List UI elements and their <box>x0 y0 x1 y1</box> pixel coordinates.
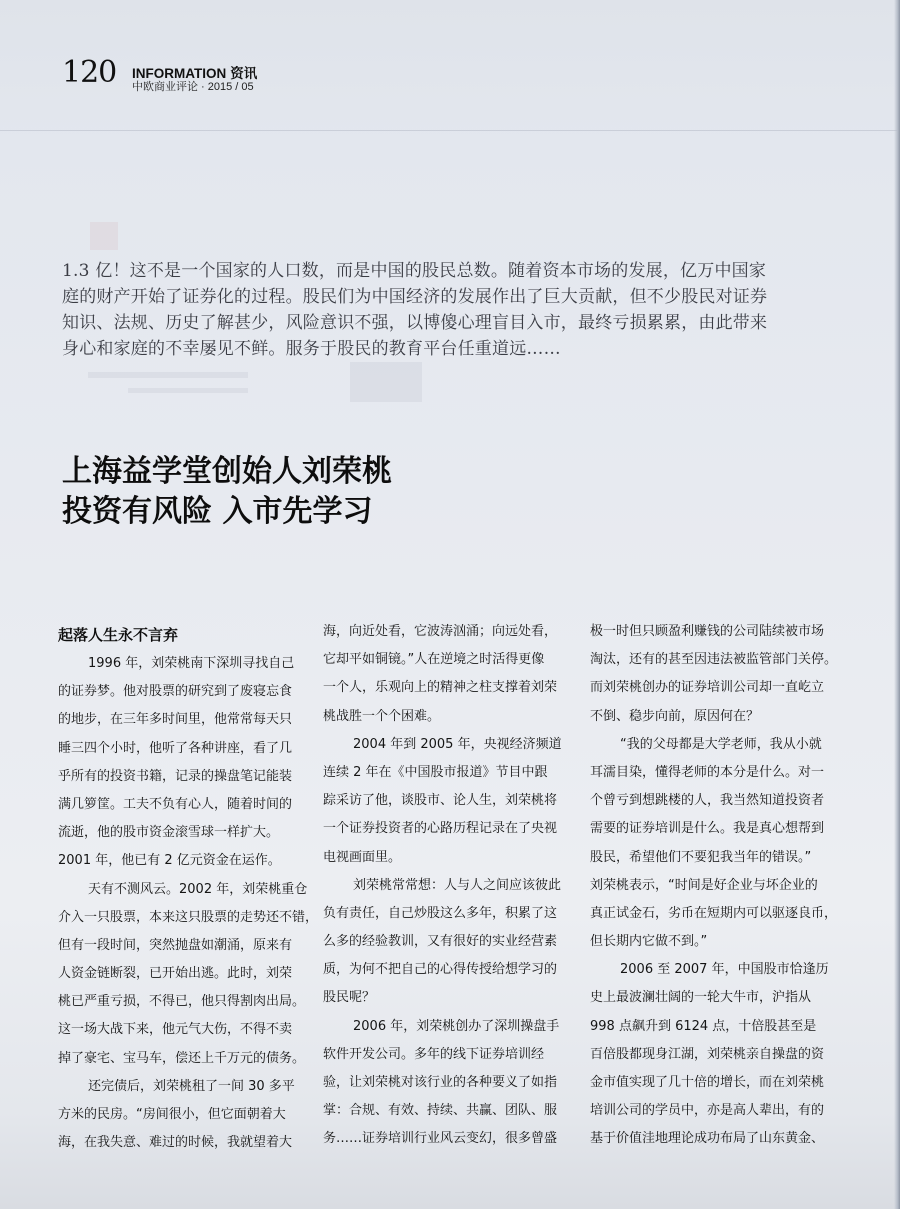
body-text-line: 桃战胜一个个困难。 <box>323 708 441 724</box>
body-text-line: 2001 年，他已有 2 亿元资金在运作。 <box>58 853 281 869</box>
body-text-line: 股民呢？ <box>323 990 376 1006</box>
lead-paragraph <box>62 258 842 362</box>
body-text-line: 掉了豪宅、宝马车，偿还上千万元的债务。 <box>58 1050 306 1066</box>
body-text-line: 还完债后，刘荣桃租了一间 30 多平 <box>88 1078 295 1094</box>
body-text-line: 乎所有的投资书籍，记录的操盘笔记能装 <box>58 768 293 784</box>
body-text-line: 连续 2 年在《中国股市报道》节目中跟 <box>323 764 548 780</box>
column-lines <box>323 618 581 1154</box>
body-text-line: 刘荣桃表示，“时间是好企业与坏企业的 <box>590 877 818 893</box>
headline-line-1: 上海益学堂创始人刘荣桃 <box>62 454 392 489</box>
body-text-line: 2006 年，刘荣桃创办了深圳操盘手 <box>353 1018 560 1034</box>
body-text-line: 股民，希望他们不要犯我当年的错误。” <box>590 849 812 865</box>
headline-line-2: 投资有风险 入市先学习 <box>62 494 373 529</box>
column-lines <box>590 618 852 1154</box>
lead-line: 1.3 亿！这不是一个国家的人口数，而是中国的股民总数。随着资本市场的发展，亿万中国家 <box>62 261 767 281</box>
body-text-line: 它却平如铜镜。”人在逆境之时活得更像 <box>323 652 545 668</box>
page-number: 120 <box>62 55 117 90</box>
body-text-line: 基于价值洼地理论成功布局了山东黄金、 <box>590 1131 825 1147</box>
body-text-line: 2004 年到 2005 年，央视经济频道 <box>353 736 562 752</box>
body-text-line: 个曾亏到想跳楼的人，我当然知道投资者 <box>590 793 825 809</box>
article-headline <box>62 452 392 532</box>
body-text-line: 踪采访了他，谈股市、论人生，刘荣桃将 <box>323 793 558 809</box>
article-column-1 <box>58 624 319 1157</box>
body-text-line: 刘荣桃常常想：人与人之间应该彼此 <box>353 877 562 893</box>
article-column-3 <box>590 618 852 1154</box>
body-text-line: 海，向近处看，它波涛汹涌；向远处看， <box>323 624 558 639</box>
body-text-line: 金市值实现了几十倍的增长，而在刘荣桃 <box>590 1075 825 1090</box>
body-text-line: 淘汰，还有的甚至因违法被监管部门关停。 <box>590 652 838 668</box>
body-text-line: “我的父母都是大学老师，我从小就 <box>620 736 822 752</box>
body-text-line: 海，在我失意、难过的时候，我就望着大 <box>58 1135 293 1151</box>
body-text-line: 天有不测风云。2002 年，刘荣桃重仓 <box>88 881 308 897</box>
body-text-line: 流逝，他的股市资金滚雪球一样扩大。 <box>58 825 280 841</box>
body-text-line: 耳濡目染，懂得老师的本分是什么。对一 <box>590 764 825 780</box>
body-text-line: 极一时但只顾盈利赚钱的公司陆续被市场 <box>590 624 825 639</box>
body-text-line: 而刘荣桃创办的证券培训公司却一直屹立 <box>590 680 825 696</box>
body-text-line: 软件开发公司。多年的线下证券培训经 <box>323 1046 545 1062</box>
body-text-line: 百倍股都现身江湖，刘荣桃亲自操盘的资 <box>590 1046 825 1062</box>
lead-line: 知识、法规、历史了解甚少，风险意识不强，以博傻心理盲目入市，最终亏损累累，由此带来 <box>62 313 768 333</box>
body-text-line: 人资金链断裂，已开始出逃。此时，刘荣 <box>58 966 293 982</box>
body-text-line: 这一场大战下来，他元气大伤，不得不卖 <box>58 1022 293 1038</box>
body-text-line: 的地步，在三年多时间里，他常常每天只 <box>58 712 293 728</box>
body-text-line: 负有责任，自己炒股这么多年，积累了这 <box>323 905 558 921</box>
magazine-issue: 中欧商业评论 · 2015 / 05 <box>132 81 254 93</box>
section-label-en: INFORMATION <box>132 66 227 81</box>
body-text-line: 一个证券投资者的心路历程记录在了央视 <box>323 821 558 837</box>
body-text-line: 史上最波澜壮阔的一轮大牛市，沪指从 <box>590 990 812 1006</box>
body-text-line: 但有一段时间，突然抛盘如潮涌，原来有 <box>58 937 293 953</box>
article-column-2 <box>323 618 581 1154</box>
body-text-line: 培训公司的学员中，亦是高人辈出，有的 <box>590 1103 825 1119</box>
body-text-line: 桃已严重亏损，不得已，他只得割肉出局。 <box>58 994 306 1010</box>
body-text-line: 2006 至 2007 年，中国股市恰逢历 <box>620 962 829 978</box>
section-label-cn: 资讯 <box>230 66 258 81</box>
body-text-line: 998 点飙升到 6124 点，十倍股甚至是 <box>590 1018 817 1034</box>
body-text-line: 方米的民房。“房间很小，但它面朝着大 <box>58 1107 286 1122</box>
body-text-line: 验，让刘荣桃对该行业的各种要义了如指 <box>323 1075 558 1090</box>
body-text-line: 质，为何不把自己的心得传授给想学习的 <box>323 962 558 978</box>
body-text-line: 睡三四个小时，他听了各种讲座，看了几 <box>58 740 293 756</box>
body-text-line: 务……证券培训行业风云变幻，很多曾盛 <box>323 1131 558 1147</box>
body-text-line: 的证券梦。他对股票的研究到了废寝忘食 <box>58 684 293 700</box>
body-text-line: 一个人，乐观向上的精神之柱支撑着刘荣 <box>323 680 558 696</box>
body-text-line: 掌：合规、有效、持续、共赢、团队、服 <box>323 1103 558 1119</box>
body-text-line: 1996 年，刘荣桃南下深圳寻找自己 <box>88 656 295 671</box>
body-text-line: 么多的经验教训，又有很好的实业经营素 <box>323 934 558 950</box>
body-text-line: 满几箩筐。工夫不负有心人，随着时间的 <box>58 796 293 812</box>
body-text-line: 但长期内它做不到。” <box>590 934 708 950</box>
body-text-line: 需要的证券培训是什么。我是真心想帮到 <box>590 821 825 837</box>
body-text-line: 电视画面里。 <box>323 849 402 865</box>
body-text-line: 不倒、稳步向前，原因何在？ <box>590 708 760 724</box>
section-subhead: 起落人生永不言弃 <box>58 626 179 644</box>
lead-line: 身心和家庭的不幸屡见不鲜。服务于股民的教育平台任重道远…… <box>62 339 561 359</box>
body-text-line: 介入一只股票，本来这只股票的走势还不错， <box>58 909 319 925</box>
body-text-line: 真正试金石，劣币在短期内可以驱逐良币， <box>590 905 838 921</box>
lead-line: 庭的财产开始了证券化的过程。股民们为中国经济的发展作出了巨大贡献，但不少股民对证券 <box>62 287 768 307</box>
page-edge-shadow <box>894 0 900 1209</box>
column-lines <box>58 650 319 1157</box>
page-fold-line <box>0 130 900 131</box>
